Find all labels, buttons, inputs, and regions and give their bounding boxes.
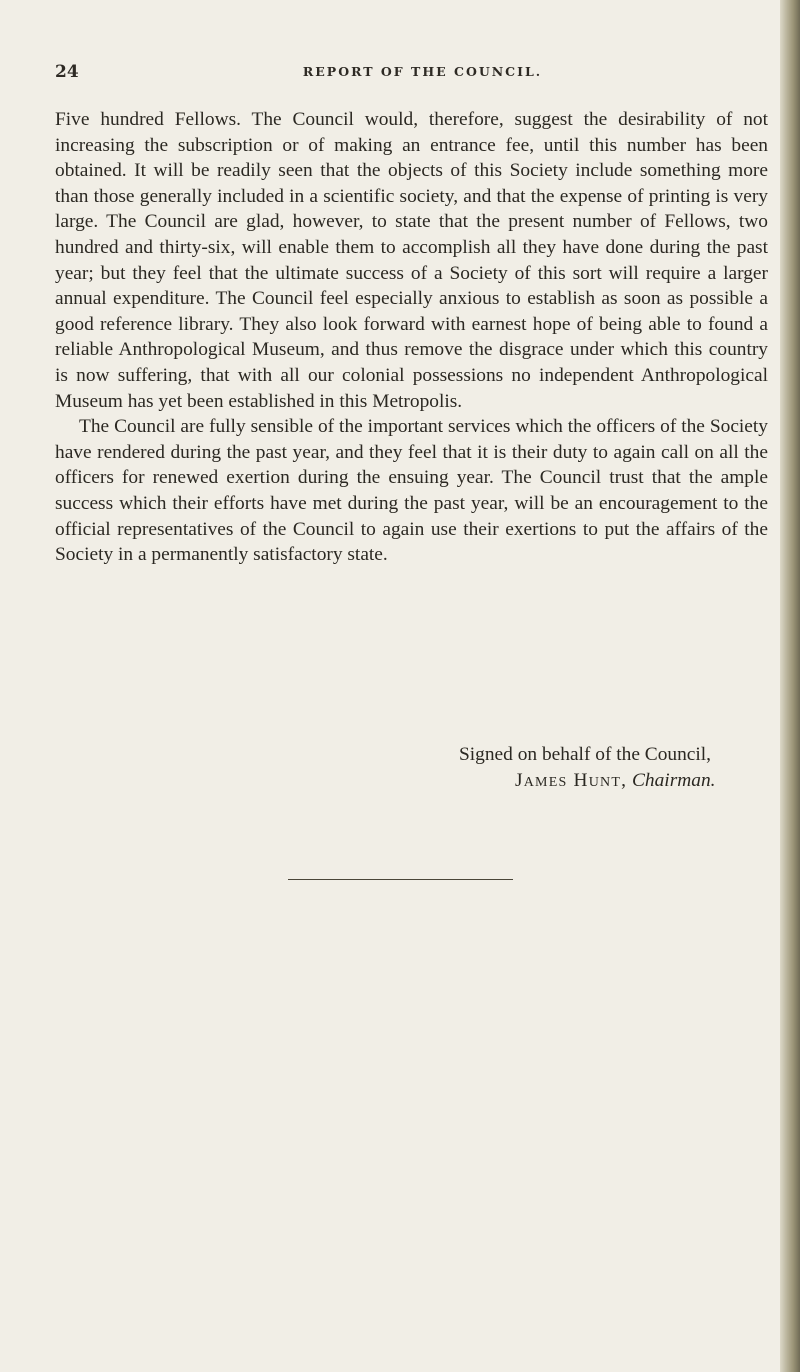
signer-line xyxy=(55,768,768,794)
page-header xyxy=(55,62,770,92)
running-head: REPORT OF THE COUNCIL. xyxy=(302,64,543,79)
page-number: 24 xyxy=(55,62,79,82)
signer-title: Chairman. xyxy=(631,769,716,791)
paragraph-2: The Council are fully sensible of the important services which the officers of the Society have rendered during the past year, and they feel that it is their duty to again call on all the officers for renewed exertion during the ensuing year. The Council trust that the ample success which their efforts have met during the past year, will be an encouragement to the official representatives of the Council to again use their exertions to put the affairs of the Society in a permanently satisfactory state. xyxy=(55,416,768,566)
signature-line: Signed on behalf of the Council, xyxy=(459,744,712,765)
paragraph-1: Five hundred Fellows. The Council would, therefore, suggest the desirability of not increasing the subscription or of making an entrance fee, until this number has been obtained. It will be readily seen that the objects of this Society include something more than those generally included in a scientific society, and that the expense of printing is very large. The Council are glad, however, to state that the present number of Fellows, two hundred and thirty-six, will enable them to accomplish all they have done during the past year; but they feel that the ultimate success of a Society of this sort will require a larger annual expenditure. The Council feel especially anxious to establish as soon as possible a good reference library. They also look forward with earnest hope of being able to found a reliable Anthropological Museum, and thus remove the disgrace under which this country is now suffering, that with all our colonial possessions no independent Anthropological Museum has yet been established in this Metropolis. xyxy=(55,109,768,412)
end-rule xyxy=(288,879,513,880)
signature-block xyxy=(55,742,768,793)
signer-name: James Hunt, xyxy=(515,769,628,791)
page-edge-shadow xyxy=(780,0,800,1372)
body-text xyxy=(55,107,768,568)
